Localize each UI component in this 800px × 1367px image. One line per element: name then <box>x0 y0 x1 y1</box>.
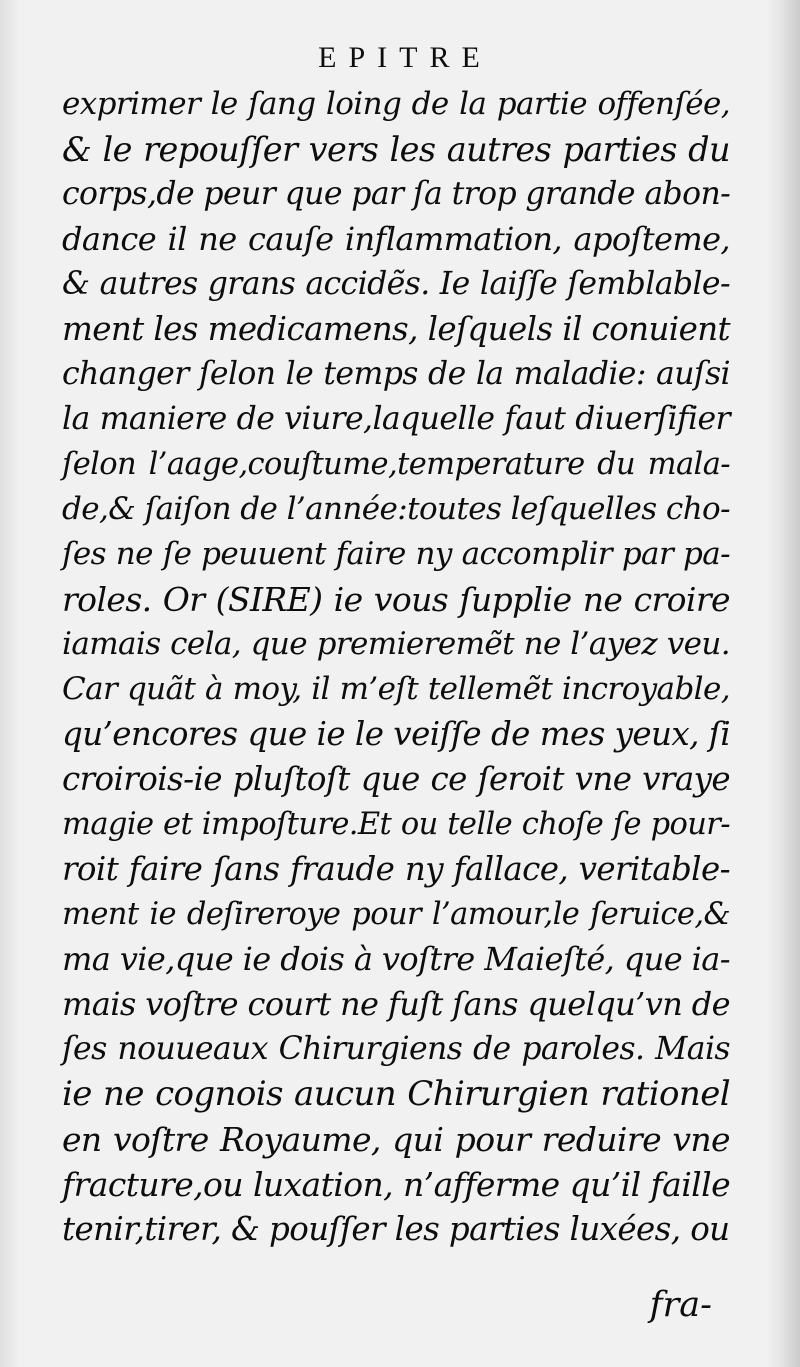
text-line: exprimer le ſang loing de la partie offenſée, <box>62 86 730 122</box>
text-line: roles. Or (SIRE) ie vous ſupplie ne croire <box>62 580 730 619</box>
text-line: la maniere de viure,laquelle faut diuerſifier <box>62 401 730 437</box>
text-line: ment les medicamens, leſquels il conuient <box>62 310 730 348</box>
text-line: corps,de peur que par ſa trop grande abon- <box>62 176 731 212</box>
text-line: ma vie,que ie dois à voſtre Maieſté, que ia- <box>62 940 730 978</box>
text-line: changer ſelon le temps de la maladie: auſsi <box>62 356 730 392</box>
text-line: de,& ſaiſon de l’année:toutes leſquelles cho- <box>62 491 730 527</box>
text-line: ment ie deſireroye pour l’amour,le ſeruice,& <box>62 897 730 932</box>
text-line: ie ne cognois aucun Chirurgien rationel <box>62 1074 730 1114</box>
text-line: roit faire ſans fraude ny fallace, veritable- <box>62 850 730 888</box>
text-line: fracture,ou luxation, n’afferme qu’il faille <box>62 1165 730 1204</box>
text-line: & autres grans accidẽs. Ie laiſſe ſemblable- <box>62 266 730 302</box>
text-line: en voſtre Royaume, qui pour reduire vne <box>62 1120 730 1159</box>
body-text <box>62 82 730 1252</box>
text-line: ſes ne ſe peuuent faire ny accomplir par pa- <box>62 536 730 572</box>
text-line: ſes nouueaux Chirurgiens de paroles. Mais <box>62 1031 730 1067</box>
catchword: fra- <box>649 1285 712 1325</box>
text-line: Car quãt à moy, il m’eſt tellemẽt incroyable, <box>62 671 730 707</box>
text-line: ſelon l’aage,couſtume,temperature du mala- <box>62 447 730 482</box>
text-line: croirois-ie pluſtoſt que ce ſeroit vne vraye <box>62 760 730 798</box>
page-edge-shadow <box>766 0 800 1367</box>
text-line: mais voſtre court ne fuſt ſans quelqu’vn de <box>62 985 731 1023</box>
text-line: & le repouſſer vers les autres parties du <box>62 130 730 169</box>
text-line: qu’encores que ie le veiſſe de mes yeux, ſi <box>62 715 730 753</box>
text-line: iamais cela, que premieremẽt ne l’ayez veu. <box>62 626 730 662</box>
running-header: EPITRE <box>318 41 492 74</box>
page-gutter-shadow <box>0 0 20 1367</box>
text-line: dance il ne cauſe inflammation, apoſteme, <box>62 220 730 258</box>
text-line: magie et impoſture.Et ou telle choſe ſe pour- <box>62 807 730 842</box>
text-line: tenir,tirer, & pouſſer les parties luxées, ou <box>62 1210 730 1248</box>
